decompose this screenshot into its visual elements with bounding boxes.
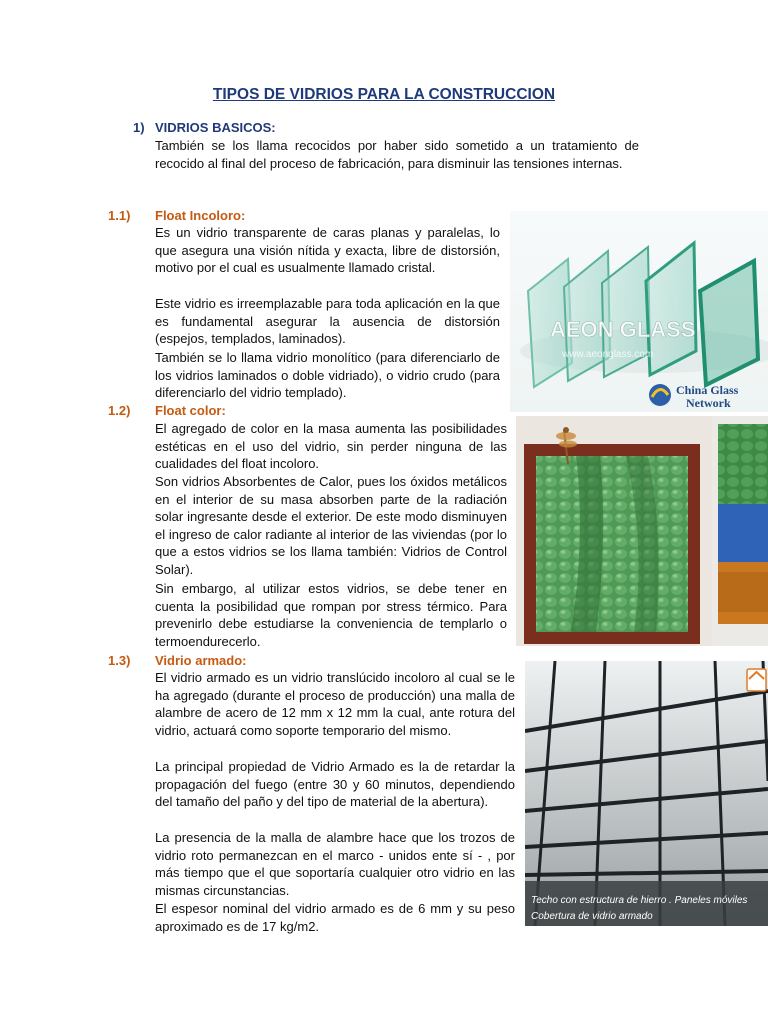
photo-caption: Techo con estructura de hierro . Paneles móviles bbox=[531, 895, 748, 906]
paragraph: Sin embargo, al utilizar estos vidrios, se debe tener en cuenta la posibilidad que rompan por stress térmico. Para prevenirlo debe estudiarse la conveniencia de templarlo o termoendurecerlo. bbox=[155, 581, 507, 649]
glass-sheets-illustration bbox=[510, 211, 768, 412]
logo-text: Network bbox=[686, 396, 731, 410]
watermark-text: AEON GLASS bbox=[550, 317, 696, 342]
section-heading: VIDRIOS BASICOS: bbox=[155, 120, 276, 135]
section-number: 1.3) bbox=[108, 653, 131, 668]
watermark-url: www.aeonglass.com bbox=[562, 349, 654, 360]
photo-caption: Cobertura de vidrio armado bbox=[531, 911, 653, 922]
section-heading: Vidrio armado: bbox=[155, 653, 247, 668]
paragraph: También se lo llama vidrio monolítico (para diferenciarlo de los vidrios laminados o doble vidriado), o vidrio crudo (para diferenciarlo del vidrio templado). bbox=[155, 350, 500, 401]
section-heading: Float Incoloro: bbox=[155, 208, 246, 223]
paragraph: La presencia de la malla de alambre hace que los trozos de vidrio roto permanezcan en el marco - unidos ente sí - , por más tiempo que el que soportaría cualquier otro vidrio en las mismas circunstancias. bbox=[155, 830, 515, 898]
paragraph: El espesor nominal del vidrio armado es de 6 mm y su peso aproximado es de 17 kg/m2. bbox=[155, 901, 515, 934]
section-number: 1.1) bbox=[108, 208, 131, 223]
paragraph: También se los llama recocidos por haber sido sometido a un tratamiento de recocido al final del proceso de fabricación, para disminuir las tensiones internas. bbox=[155, 138, 639, 171]
section-number: 1) bbox=[133, 120, 145, 135]
document-title: TIPOS DE VIDRIOS PARA LA CONSTRUCCION bbox=[212, 86, 556, 103]
float-glass-photo bbox=[510, 211, 768, 412]
colored-glass-photo bbox=[516, 416, 768, 646]
paragraph: Son vidrios Absorbentes de Calor, pues los óxidos metálicos en el interior de su masa absorben parte de la radiación solar ingresante desde el exterior. De este modo disminuyen el ingreso de calor radiante al interior de las viviendas (por lo que a estos vidrios se los llama también: Vidrios de Control Solar). bbox=[155, 474, 507, 577]
section-number: 1.2) bbox=[108, 403, 131, 418]
paragraph: El agregado de color en la masa aumenta las posibilidades estéticas en el uso del vidrio, sin perder ninguna de las cualidades del float incoloro. bbox=[155, 421, 507, 472]
section-heading: Float color: bbox=[155, 403, 226, 418]
logo-text: China Glass bbox=[676, 383, 739, 397]
paragraph: El vidrio armado es un vidrio translúcido incoloro al cual se le ha agregado (durante el proceso de producción) una malla de alambre de acero de 12 mm x 12 mm la cual, ante rotura del vidrio, actuará como soporte temporario del mismo. bbox=[155, 670, 515, 738]
paragraph: La principal propiedad de Vidrio Armado es la de retardar la propagación del fuego (entre 30 y 60 minutos, dependiendo del tamaño del paño y del tipo de material de la abertura). bbox=[155, 759, 515, 810]
paragraph: Es un vidrio transparente de caras planas y paralelas, lo que asegura una visión nítida y exacta, libre de distorsión, motivo por el cual es usualmente llamado cristal. bbox=[155, 225, 500, 276]
wired-glass-roof-illustration bbox=[525, 661, 768, 926]
colored-glass-illustration bbox=[516, 416, 768, 646]
paragraph: Este vidrio es irreemplazable para toda aplicación en la que es fundamental asegurar la ausencia de distorsión (espejos, templados, laminados). bbox=[155, 296, 500, 347]
wired-glass-roof-photo bbox=[525, 661, 768, 926]
